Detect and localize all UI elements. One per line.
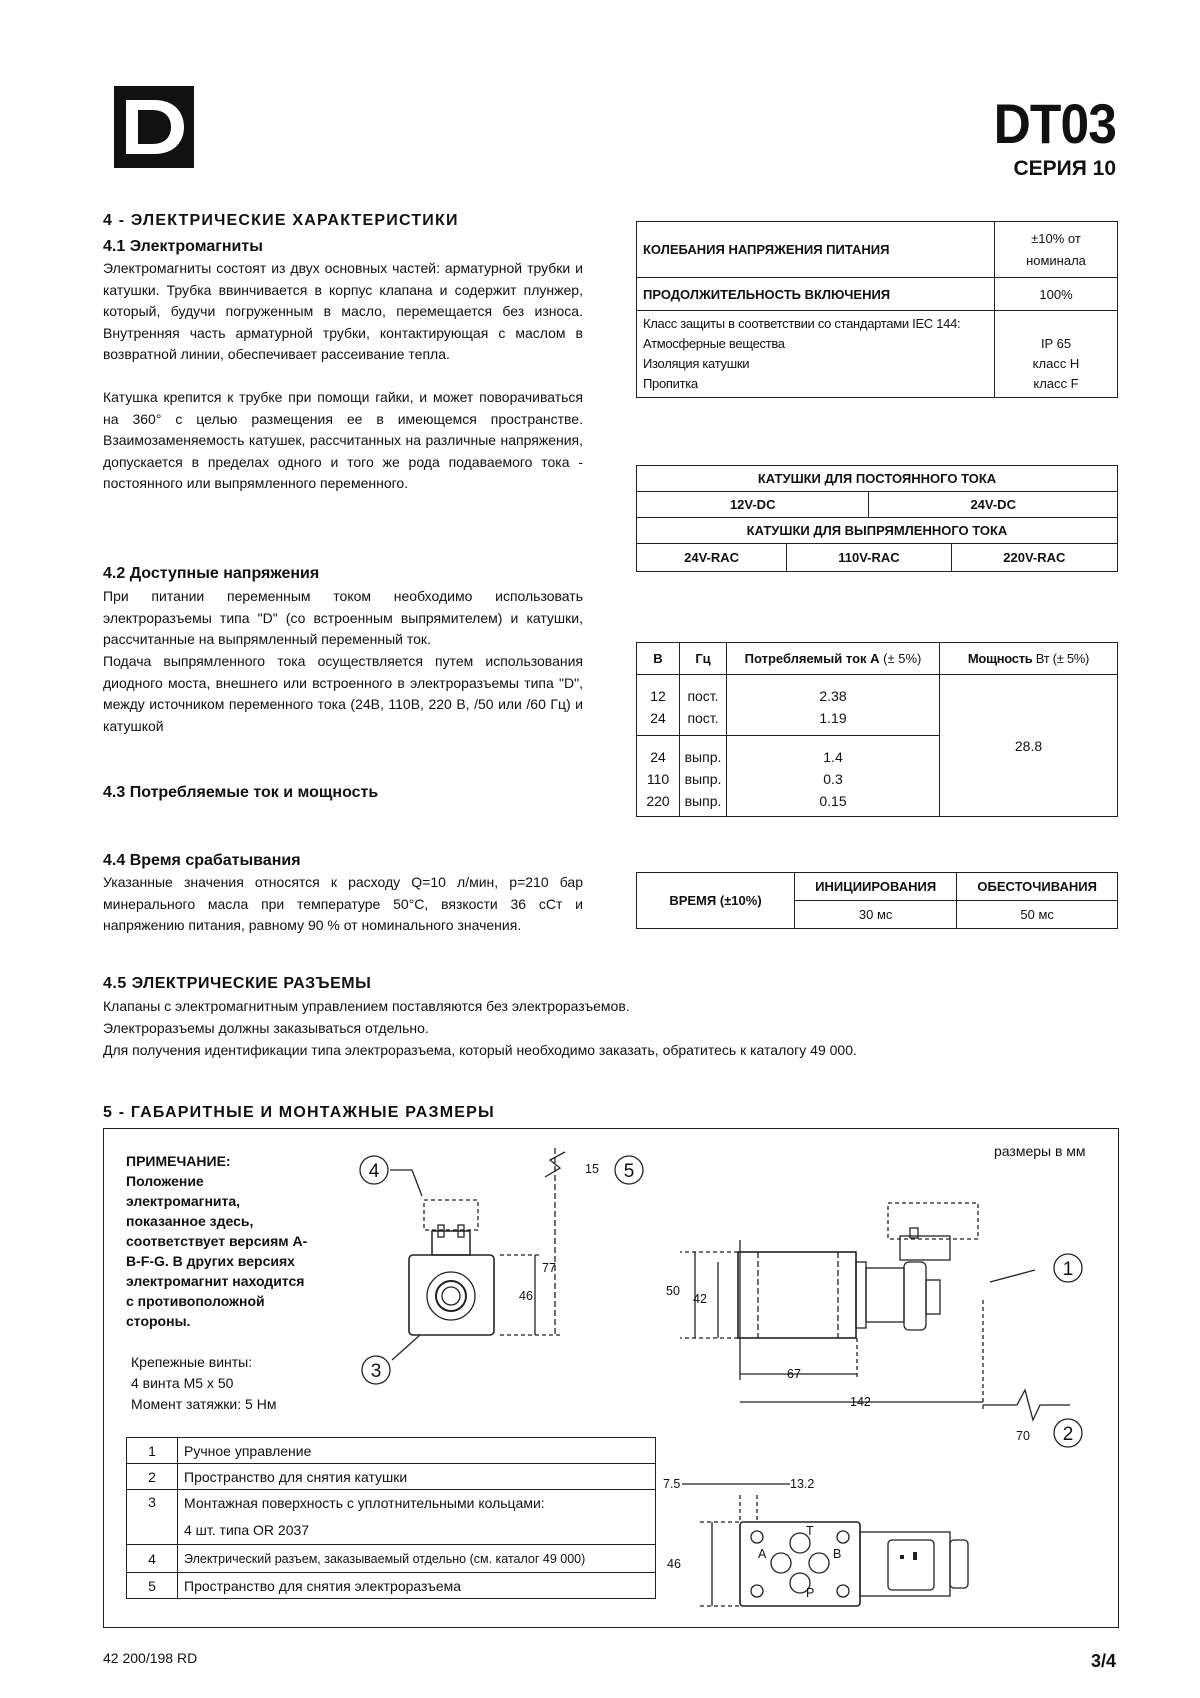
spec-duty-label: ПРОДОЛЖИТЕЛЬНОСТЬ ВКЛЮЧЕНИЯ — [637, 278, 995, 311]
page-number: 3/4 — [1090, 1651, 1116, 1671]
document-code: 42 200/198 RD — [103, 1650, 198, 1666]
dim-7-5: 7.5 — [663, 1477, 681, 1491]
legend-text-4: Электрический разъем, заказываемый отдельно (см. каталог 49 000) — [178, 1545, 656, 1573]
section-45-line-1: Клапаны с электромагнитным управлением поставляются без электроразъемов. — [103, 998, 630, 1014]
power-g1-t-2: пост. — [687, 710, 719, 726]
legend-num-5: 5 — [127, 1573, 178, 1599]
legend-table — [126, 1437, 656, 1599]
spec-protection-value-2: IP 65 — [1040, 336, 1072, 351]
legend-text-3a: Монтажная поверхность с уплотнительными кольцами: — [184, 1495, 545, 1511]
legend-text-2: Пространство для снятия катушки — [178, 1464, 656, 1490]
dim-13-2: 13.2 — [790, 1477, 815, 1491]
legend-num-1: 1 — [127, 1438, 178, 1464]
legend-num-2: 2 — [127, 1464, 178, 1490]
callout-1: 1 — [1062, 1259, 1074, 1280]
note-line-6: электромагнит находится — [126, 1273, 305, 1289]
power-g2-t-3: выпр. — [684, 793, 722, 809]
port-a-label: A — [758, 1547, 767, 1561]
power-g2-a-1: 1.4 — [823, 749, 843, 765]
section-44-title: 4.4 Время срабатывания — [103, 852, 301, 869]
legend-text-3b: 4 шт. типа OR 2037 — [184, 1522, 310, 1538]
dim-46-front: 46 — [519, 1289, 533, 1303]
port-p-label: P — [806, 1586, 815, 1600]
coil-rac-title: КАТУШКИ ДЛЯ ВЫПРЯМЛЕННОГО ТОКА — [637, 518, 1118, 544]
section-5-title: 5 - ГАБАРИТНЫЕ И МОНТАЖНЫЕ РАЗМЕРЫ — [103, 1104, 495, 1121]
spec-protection-label-3: Изоляция катушки — [643, 356, 750, 371]
time-value-deenergize: 50 мс — [957, 901, 1118, 929]
power-g2-v-2: 110 — [646, 771, 670, 787]
series-title: СЕРИЯ 10 — [1013, 157, 1116, 180]
note-title: ПРИМЕЧАНИЕ: — [126, 1153, 231, 1169]
time-header-energize: ИНИЦИИРОВАНИЯ — [795, 873, 957, 901]
dim-15: 15 — [585, 1162, 599, 1176]
callout-2: 2 — [1062, 1424, 1074, 1445]
dim-46-bottom: 46 — [667, 1557, 681, 1571]
dim-142: 142 — [850, 1395, 871, 1409]
power-g1-v-1: 12 — [650, 688, 666, 704]
note-line-8: стороны. — [126, 1313, 191, 1329]
section-44-para: Указанные значения относятся к расходу Q=10 л/мин, p=210 бар минерального масла при температуре 50°С, вязкости 36 сСт и напряжению питания, равному 90 % от номинального значения. — [103, 874, 583, 933]
power-g2-a-2: 0.3 — [823, 771, 843, 787]
note-line-2: электромагнита, — [126, 1193, 241, 1209]
spec-protection-label-2: Атмосферные вещества — [643, 336, 785, 351]
spec-duty-value: 100% — [995, 278, 1118, 311]
section-42-para-1: При питании переменным током необходимо использовать электроразъемы типа "D" (со встроенным выпрямителем) и катушки, рассчитанные на выпрямленный переменный ток. — [103, 588, 583, 647]
power-header-current-label: Потребляемый ток А — [744, 651, 880, 666]
coil-dc-title: КАТУШКИ ДЛЯ ПОСТОЯННОГО ТОКА — [637, 466, 1118, 492]
dim-70: 70 — [1016, 1429, 1030, 1443]
power-g2-v-1: 24 — [650, 749, 666, 765]
screws-line-3: Момент затяжки: 5 Нм — [131, 1396, 277, 1412]
time-label: ВРЕМЯ (±10%) — [637, 873, 795, 929]
section-41-para-1: Электромагниты состоят из двух основных частей: арматурной трубки и катушки. Трубка ввинчивается в корпус клапана и содержит плунжер, который, будучи погруженным в масло, перемещается без износа. Внутренняя часть арматурной трубки, контактирующая с маслом в возвратной линии, обеспечивает рассеивание тепла. — [103, 260, 583, 362]
legend-num-4: 4 — [127, 1545, 178, 1573]
power-header-frequency: Гц — [680, 643, 727, 675]
power-header-current-tol: (± 5%) — [883, 651, 922, 666]
section-45-title: 4.5 ЭЛЕКТРИЧЕСКИЕ РАЗЪЕМЫ — [103, 975, 372, 992]
coil-dc-24: 24V-DC — [869, 492, 1118, 518]
port-t-label: T — [806, 1524, 814, 1538]
note-line-5: B-F-G. В других версиях — [126, 1253, 295, 1269]
power-g2-t-2: выпр. — [684, 771, 722, 787]
power-g2-t-1: выпр. — [684, 749, 722, 765]
power-g1-a-2: 1.19 — [819, 710, 847, 726]
time-value-energize: 30 мс — [795, 901, 957, 929]
screws-line-1: Крепежные винты: — [131, 1354, 253, 1370]
spec-protection-label-4: Пропитка — [643, 376, 698, 391]
power-g2-a-3: 0.15 — [819, 793, 847, 809]
time-header-deenergize: ОБЕСТОЧИВАНИЯ — [957, 873, 1118, 901]
dim-50: 50 — [666, 1284, 680, 1298]
legend-text-1: Ручное управление — [178, 1438, 656, 1464]
legend-text-5: Пространство для снятия электроразъема — [178, 1573, 656, 1599]
coil-rac-110: 110V-RAC — [787, 544, 952, 572]
note-line-1: Положение — [126, 1173, 204, 1189]
spec-protection-value-3: класс H — [1032, 356, 1080, 371]
spec-protection-label-1: Класс защиты в соответствии со стандартами IEC 144: — [643, 316, 961, 331]
note-line-4: соответствует версиям A- — [126, 1233, 308, 1249]
note-line-3: показанное здесь, — [126, 1213, 254, 1229]
model-title: DT03 — [993, 92, 1116, 155]
callout-5: 5 — [623, 1161, 635, 1182]
spec-voltage-value-b: номинала — [1026, 252, 1086, 268]
units-note: размеры в мм — [994, 1143, 1086, 1159]
coil-rac-24: 24V-RAC — [637, 544, 787, 572]
power-g2-v-3: 220 — [646, 793, 670, 809]
spec-voltage-label: КОЛЕБАНИЯ НАПРЯЖЕНИЯ ПИТАНИЯ — [637, 222, 995, 278]
section-42-para-2: Подача выпрямленного тока осуществляется путем использования диодного моста, внешнего или встроенного в электроразъемы типа "D", между источником переменного тока (24В, 110В, 220 В, /50 или /60 Гц) и катушкой — [103, 653, 583, 734]
power-g1-v-2: 24 — [650, 710, 666, 726]
section-4-title: 4 - ЭЛЕКТРИЧЕСКИЕ ХАРАКТЕРИСТИКИ — [103, 212, 459, 229]
callout-4: 4 — [368, 1161, 380, 1182]
section-45-line-2: Электроразъемы должны заказываться отдельно. — [103, 1020, 429, 1036]
dim-67: 67 — [787, 1367, 801, 1381]
section-45-line-3: Для получения идентификации типа электроразъема, который необходимо заказать, обратитесь к каталогу 49 000. — [103, 1042, 857, 1058]
power-value: 28.8 — [940, 675, 1118, 817]
coil-rac-220: 220V-RAC — [951, 544, 1117, 572]
legend-num-3: 3 — [127, 1490, 178, 1545]
power-header-power-label: Мощность — [967, 651, 1033, 666]
power-g1-t-1: пост. — [687, 688, 719, 704]
section-42-title: 4.2 Доступные напряжения — [103, 565, 320, 582]
section-41-para-2: Катушка крепится к трубке при помощи гайки, и может поворачиваться на 360° с целью размещения ее в имеющемся пространстве. Взаимозаменяемость катушек, рассчитанных на различные напряжения, допускается в пределах одного и того же рода подаваемого тока - постоянного или выпрямленного переменного. — [103, 389, 583, 491]
section-41-title: 4.1 Электромагниты — [103, 238, 263, 255]
callout-3: 3 — [370, 1361, 382, 1382]
coil-dc-12: 12V-DC — [637, 492, 869, 518]
dim-42: 42 — [693, 1292, 707, 1306]
section-43-title: 4.3 Потребляемые ток и мощность — [103, 784, 379, 801]
legend-text-3 — [178, 1490, 656, 1545]
power-header-voltage: В — [637, 643, 680, 675]
dim-77: 77 — [542, 1261, 556, 1275]
port-b-label: B — [833, 1547, 842, 1561]
power-header-power-unit: Вт (± 5%) — [1035, 651, 1090, 666]
screws-line-2: 4 винта М5 х 50 — [131, 1375, 234, 1391]
spec-voltage-value-a: ±10% от — [1031, 230, 1081, 246]
power-g1-a-1: 2.38 — [819, 688, 847, 704]
note-line-7: с противоположной — [126, 1293, 265, 1309]
spec-protection-value-4: класс F — [1033, 376, 1079, 391]
